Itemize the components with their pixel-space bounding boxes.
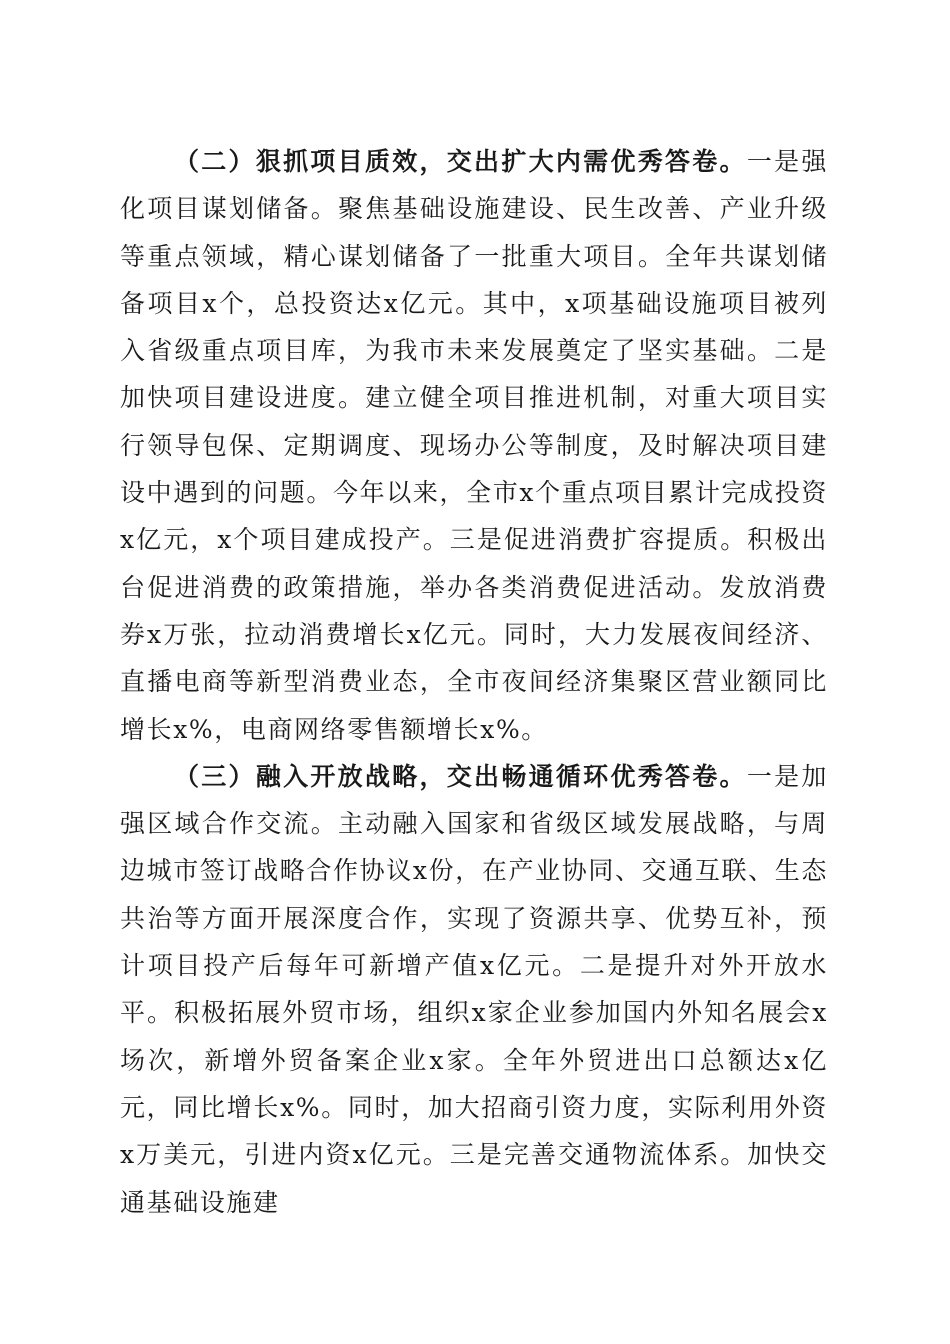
section-heading-3: （三）融入开放战略，交出畅通循环优秀答卷。	[174, 761, 747, 791]
paragraph-project-quality	[120, 138, 828, 753]
paragraph-open-strategy	[120, 753, 828, 1226]
paragraph-text: 一是加强区域合作交流。主动融入国家和省级区域发展战略，与周边城市签订战略合作协议x份，在产业协同、交通互联、生态共治等方面开展深度合作，实现了资源共享、优势互补，预计项目投产后每年可新增产值x亿元。二是提升对外开放水平。积极拓展外贸市场，组织x家企业参加国内外知名展会x场次，新增外贸备案企业x家。全年外贸进出口总额达x亿元，同比增长x%。同时，加大招商引资力度，实际利用外资x万美元，引进内资x亿元。三是完善交通物流体系。加快交通基础设施建	[120, 761, 828, 1217]
section-heading-2: （二）狠抓项目质效，交出扩大内需优秀答卷。	[174, 147, 747, 176]
paragraph-text: 一是强化项目谋划储备。聚焦基础设施建设、民生改善、产业升级等重点领域，精心谋划储备了一批重大项目。全年共谋划储备项目x个，总投资达x亿元。其中，x项基础设施项目被列入省级重点项目库，为我市未来发展奠定了坚实基础。二是加快项目建设进度。建立健全项目推进机制，对重大项目实行领导包保、定期调度、现场办公等制度，及时解决项目建设中遇到的问题。今年以来，全市x个重点项目累计完成投资x亿元，x个项目建成投产。三是促进消费扩容提质。积极出台促进消费的政策措施，举办各类消费促进活动。发放消费券x万张，拉动消费增长x亿元。同时，大力发展夜间经济、直播电商等新型消费业态，全市夜间经济集聚区营业额同比增长x%，电商网络零售额增长x%。	[120, 147, 828, 744]
document-body	[120, 138, 828, 1226]
